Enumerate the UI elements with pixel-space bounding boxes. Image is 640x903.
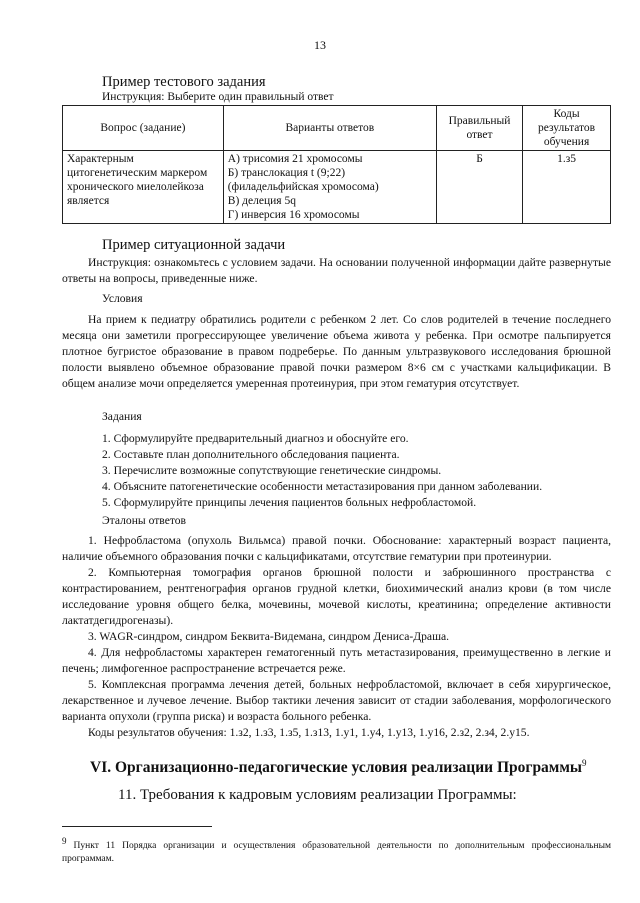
- header-options: Варианты ответов: [223, 106, 436, 151]
- page-number: 13: [314, 38, 326, 52]
- footnote-mark: 9: [62, 836, 67, 846]
- answer-item: 2. Компьютерная томография органов брюшной полости и забрюшинного пространства с контрастированием, рентгенография органов грудной клетки, биохимический анализ крови (в том числе исследование уровня общего белка, мочевины, мочевой кислоты, креатинина; определение активности лактатдегидрогеназы).: [62, 566, 611, 627]
- answer-item: 4. Для нефробластомы характерен гематогенный путь метастазирования, преимущественно в легкие и печень; лимфогенное распространение встречается реже.: [62, 646, 611, 675]
- option-d: Г) инверсия 16 хромосомы: [227, 209, 360, 221]
- tasks-label: Задания: [102, 410, 142, 423]
- header-answer: Правильный ответ: [436, 106, 522, 151]
- option-a: А) трисомия 21 хромосомы: [227, 153, 363, 165]
- table-header-row: [63, 106, 611, 151]
- code-cell: 1.з5: [523, 151, 611, 224]
- header-codes: Коды результатов обучения: [523, 106, 611, 151]
- section-title-text: VI. Организационно-педагогические условия реализации Программы: [90, 759, 583, 777]
- test-table: [62, 105, 611, 224]
- test-example-heading: Пример тестового задания: [102, 74, 266, 90]
- option-b: Б) транслокация t (9;22) (филадельфийская хромосома): [227, 167, 379, 193]
- answer-cell: Б: [436, 151, 522, 224]
- answer-item: 3. WAGR-синдром, синдром Беквита-Видемана, синдром Дениса-Драша.: [88, 630, 450, 643]
- section-title: [90, 758, 587, 777]
- list-item: 1. Сформулируйте предварительный диагноз и обоснуйте его.: [102, 432, 409, 445]
- footnote-divider: [62, 826, 212, 827]
- footnote: [62, 835, 611, 866]
- conditions-label: Условия: [102, 292, 143, 305]
- header-question: Вопрос (задание): [63, 106, 224, 151]
- answer-item: 5. Комплексная программа лечения детей, больных нефробластомой, включает в себя хирургическое, лекарственное и лучевое лечение. Выбор тактики лечения зависит от стадии заболевания, морфологического варианта опухоли (группа риска) и возраста больного ребенка.: [62, 678, 611, 723]
- section-subtitle: 11. Требования к кадровым условиям реализации Программы:: [118, 787, 517, 803]
- list-item: 4. Объясните патогенетические особенности метастазирования при данном заболевании.: [102, 480, 543, 493]
- footnote-reference: 9: [582, 758, 587, 768]
- options-cell: [223, 151, 436, 224]
- tasks-list: [102, 431, 612, 511]
- option-c: В) делеция 5q: [227, 195, 296, 207]
- answers-label: Эталоны ответов: [102, 514, 187, 527]
- situational-instruction: Инструкция: ознакомьтесь с условием задачи. На основании полученной информации дайте развернутые ответы на вопросы, приведенные ниже.: [62, 256, 611, 285]
- list-item: 5. Сформулируйте принципы лечения пациентов больных нефробластомой.: [102, 496, 477, 509]
- answer-item: 1. Нефробластома (опухоль Вильмса) правой почки. Обоснование: характерный возраст пациента, наличие объемного образования почки с кальцификатами, отсутствие гематурии при протеинурии.: [62, 534, 611, 563]
- list-item: 3. Перечислите возможные сопутствующие генетические синдромы.: [102, 464, 442, 477]
- answers-block: [62, 533, 611, 741]
- list-item: 2. Составьте план дополнительного обследования пациента.: [102, 448, 400, 461]
- conditions-text: На прием к педиатру обратились родители с ребенком 2 лет. Со слов родителей в течение последнего месяца они заметили прогрессирующее увеличение объема живота у ребенка. При осмотре пальпируется плотное бугристое образование в правом подреберье. По данным ультразвукового исследования брюшной полости выявлено объемное образование правой почки размером 8×6 см с участками кальцификации. В общем анализе мочи определяется умеренная протеинурия, при этом гематурия отсутствует.: [62, 313, 611, 390]
- test-example-instruction: Инструкция: Выберите один правильный ответ: [102, 91, 334, 103]
- situational-heading: Пример ситуационной задачи: [102, 237, 286, 253]
- table-row: [63, 151, 611, 224]
- footnote-text: Пункт 11 Порядка организации и осуществления образовательной деятельности по дополнительным профессиональным программам.: [62, 841, 611, 865]
- question-cell: Характерным цитогенетическим маркером хронического миелолейкоза является: [63, 151, 224, 224]
- learning-codes: Коды результатов обучения: 1.з2, 1.з3, 1.з5, 1.з13, 1.у1, 1.у4, 1.у13, 1.у16, 2.з2, 2.з4, 2.у15.: [88, 726, 530, 739]
